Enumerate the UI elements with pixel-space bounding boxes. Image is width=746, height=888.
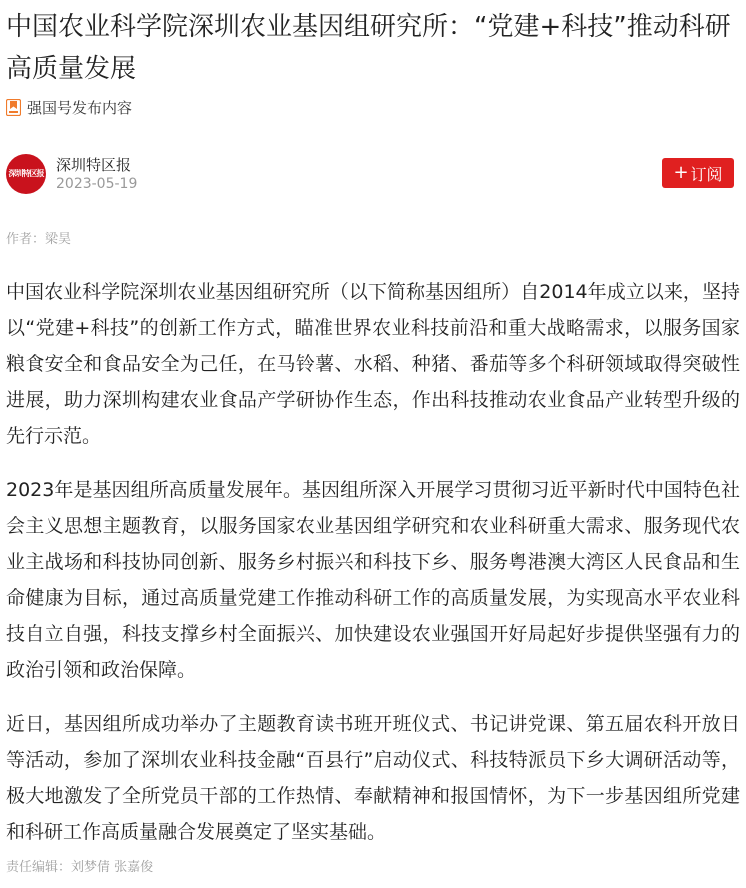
publisher-name[interactable]: 深圳特区报 xyxy=(56,156,132,174)
plus-icon: + xyxy=(673,162,689,183)
paragraph: 2023年是基因组所高质量发展年。基因组所深入开展学习贯彻习近平新时代中国特色社会主义思想主题教育，以服务国家农业基因组学研究和农业科研重大需求、服务现代农业主战场和科技协同创新、服务乡村振兴和科技下乡、服务粤港澳大湾区人民食品和生命健康为目标，通过高质量党建工作推动科研工作的高质量发展，为实现高水平农业科技自立自强，科技支撑乡村全面振兴、加快建设农业强国开好局起好步提供坚强有力的政治引领和政治保障。 xyxy=(6,479,740,681)
author-line: 作者：梁昊 xyxy=(6,232,72,247)
source-label: 强国号发布内容 xyxy=(27,98,133,117)
source-row xyxy=(6,96,132,118)
paragraph: 近日，基因组所成功举办了主题教育读书班开班仪式、书记讲党课、第五届农科开放日等活动，参加了深圳农业科技金融“百县行”启动仪式、科技特派员下乡大调研活动等，极大地激发了全所党员干部的工作热情、奉献精神和报国情怀，为下一步基因组所党建和科研工作高质量融合发展奠定了坚实基础。 xyxy=(6,713,740,843)
bookmark-badge-icon xyxy=(6,99,21,116)
editor-line: 责任编辑：刘梦倩 张嘉俊 xyxy=(6,860,154,875)
subscribe-button[interactable] xyxy=(662,158,734,188)
publish-date: 2023-05-19 xyxy=(56,176,138,192)
paragraph: 中国农业科学院深圳农业基因组研究所（以下简称基因组所）自2014年成立以来，坚持以“党建+科技”的创新工作方式，瞄准世界农业科技前沿和重大战略需求，以服务国家粮食安全和食品安全为己任，在马铃薯、水稻、种猪、番茄等多个科研领域取得突破性进展，助力深圳构建农业食品产学研协作生态，作出科技推动农业食品产业转型升级的先行示范。 xyxy=(6,281,740,447)
article-title: 中国农业科学院深圳农业基因组研究所：“党建+科技”推动科研高质量发展 xyxy=(6,12,731,84)
article-body xyxy=(6,274,740,868)
publisher-row xyxy=(6,152,734,196)
subscribe-label: 订阅 xyxy=(690,164,723,184)
avatar-logo-text: 深圳特区报 xyxy=(8,169,44,178)
publisher-avatar[interactable] xyxy=(6,154,46,194)
